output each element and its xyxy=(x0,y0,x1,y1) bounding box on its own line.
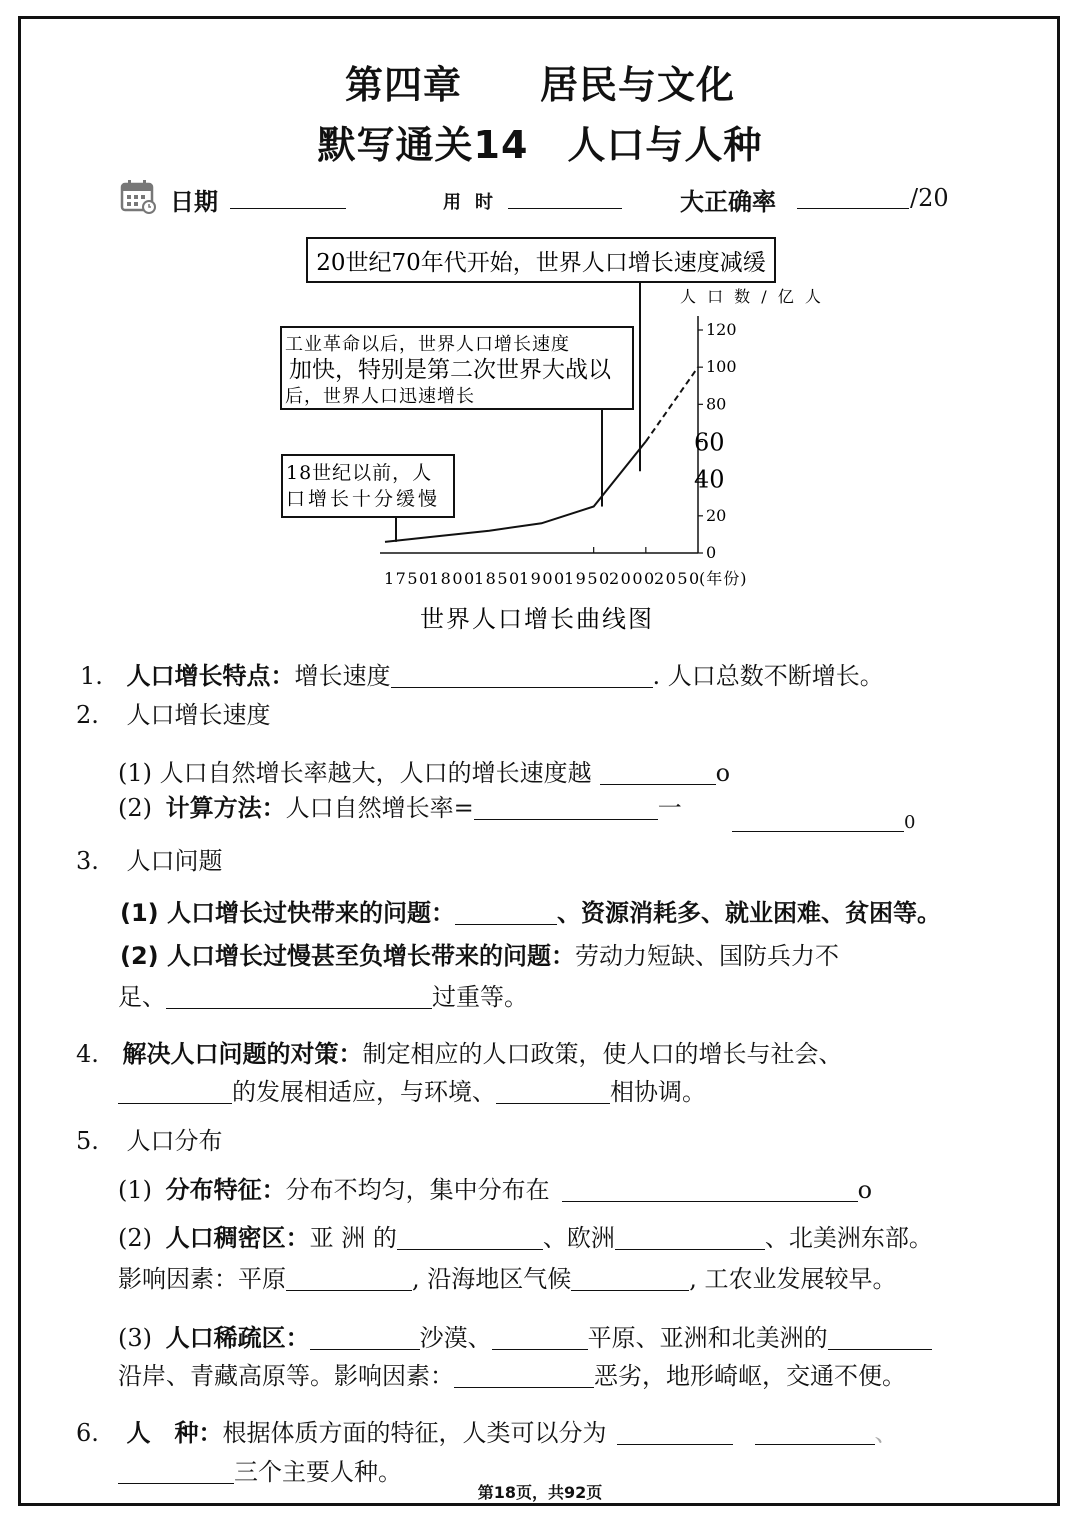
annotation-middle-line3: 后，世界人口迅速增长 xyxy=(285,386,475,407)
question-5 xyxy=(76,1125,223,1157)
q2-2-number: (2) xyxy=(118,794,152,822)
q2-2-end: 0 xyxy=(904,812,916,833)
q5-2-line2 xyxy=(118,1263,897,1295)
q5-2 xyxy=(118,1222,933,1254)
q1-number: 1. xyxy=(80,662,103,690)
question-4 xyxy=(76,1038,843,1070)
q5-3-line2 xyxy=(118,1360,906,1392)
score-total: /20 xyxy=(910,184,949,212)
q5-1-number: (1) xyxy=(118,1176,152,1204)
q5-3-blank-ocean[interactable] xyxy=(828,1325,932,1350)
q3-number: 3. xyxy=(76,847,99,875)
q3-2-text: 劳动力短缺、国防兵力不 xyxy=(575,942,839,970)
q1-blank[interactable] xyxy=(391,663,653,688)
q4-mid: 的发展相适应，与环境、 xyxy=(232,1078,496,1106)
x-tick-label: 1900 xyxy=(519,569,566,588)
q3-2-label: (2) 人口增长过慢甚至负增长带来的问题： xyxy=(120,942,575,970)
page-footer: 第18页，共92页 xyxy=(477,1483,603,1502)
q5-2-line2c: , 工农业发展较早。 xyxy=(689,1265,897,1293)
q1-post: . 人口总数不断增长。 xyxy=(652,662,884,690)
q5-3-text2: 平原、亚洲和北美洲的 xyxy=(587,1324,828,1352)
chart-title: 世界人口增长曲线图 xyxy=(420,605,654,633)
q5-2-text2: 、欧洲 xyxy=(542,1224,615,1252)
y-tick-label: 0 xyxy=(706,543,717,562)
x-tick-label: 1950 xyxy=(564,569,611,588)
q5-3 xyxy=(118,1322,932,1354)
q2-1-text: (1) 人口自然增长率越大，人口的增长速度越 xyxy=(118,759,592,787)
q4-blank-resources[interactable] xyxy=(496,1079,610,1104)
q5-1-end: o xyxy=(857,1176,873,1204)
x-axis-label: (年份) xyxy=(699,569,748,588)
q5-1 xyxy=(118,1174,872,1206)
question-1 xyxy=(80,660,884,692)
q3-2-cont-post: 过重等。 xyxy=(432,983,528,1011)
score-label: 大正确率 xyxy=(680,188,776,216)
q5-3-blank-nature[interactable] xyxy=(454,1363,594,1388)
x-tick-label: 1850 xyxy=(474,569,521,588)
q5-2-blank-europe[interactable] xyxy=(615,1225,765,1250)
q5-3-label: 人口稀疏区： xyxy=(165,1324,310,1352)
q5-title: 人口分布 xyxy=(126,1127,223,1155)
section-title: 默写通关14 人口与人种 xyxy=(317,123,763,167)
q2-1-blank[interactable] xyxy=(600,760,716,785)
q2-title: 人口增长速度 xyxy=(126,701,271,729)
q3-1 xyxy=(120,897,941,929)
question-6 xyxy=(76,1417,899,1449)
annotation-middle-line2: 加快，特别是第二次世界大战以 xyxy=(289,357,611,383)
time-label: 用时 xyxy=(443,192,507,213)
q5-1-text: 分布不均匀，集中分布在 xyxy=(285,1176,550,1204)
q6-blank-2[interactable] xyxy=(755,1420,875,1445)
y-tick-label: 20 xyxy=(706,505,727,525)
y-tick-label: 60 xyxy=(694,428,725,457)
q3-2 xyxy=(120,940,839,972)
q2-2-dash: 一 xyxy=(657,794,682,822)
y-tick-label: 80 xyxy=(706,394,727,414)
q4-blank-economy[interactable] xyxy=(118,1079,232,1104)
q5-2-line2a: 影响因素：平原 xyxy=(118,1265,286,1293)
y-tick-label: 40 xyxy=(694,465,725,494)
q5-3-blank-plain[interactable] xyxy=(492,1325,588,1350)
q4-label: 解决人口问题的对策： xyxy=(122,1040,363,1068)
q5-2-blank-climate[interactable] xyxy=(571,1266,689,1291)
q3-1-blank[interactable] xyxy=(455,900,557,925)
q3-title: 人口问题 xyxy=(126,847,223,875)
q3-2-cont-pre: 足、 xyxy=(118,983,166,1011)
annotation-top: 20世纪70年代开始，世界人口增长速度减缓 xyxy=(316,250,766,276)
q5-2-blank-plain[interactable] xyxy=(286,1266,412,1291)
q5-2-label: 人口稠密区： xyxy=(165,1224,310,1252)
q1-label: 人口增长特点： xyxy=(126,662,295,690)
q5-3-blank-desert[interactable] xyxy=(310,1325,420,1350)
question-3 xyxy=(76,845,223,877)
q6-label: 人 种： xyxy=(126,1419,223,1447)
q3-2-cont xyxy=(118,981,528,1013)
q6-blank-1[interactable] xyxy=(617,1420,733,1445)
q2-1-end: o xyxy=(715,759,731,787)
q5-3-line2a: 沿岸、青藏高原等。影响因素： xyxy=(118,1362,454,1390)
q5-3-text1: 沙漠、 xyxy=(419,1324,492,1352)
y-tick-label: 100 xyxy=(706,357,737,377)
projection-line xyxy=(646,367,698,441)
q1-pre: 增长速度 xyxy=(294,662,391,690)
q5-2-blank-asia[interactable] xyxy=(397,1225,543,1250)
population-chart xyxy=(0,0,1080,650)
q2-1 xyxy=(118,757,730,789)
q4-end: 相协调。 xyxy=(610,1078,706,1106)
y-axis-label: 人 口 数 / 亿 人 xyxy=(680,287,824,306)
q2-2-label: 计算方法： xyxy=(165,794,286,822)
q4-number: 4. xyxy=(76,1040,99,1068)
q3-1-text: 、资源消耗多、就业困难、贫困等。 xyxy=(557,899,941,927)
q5-1-label: 分布特征： xyxy=(165,1176,286,1204)
q5-1-blank[interactable] xyxy=(562,1177,858,1202)
q4-line2 xyxy=(118,1076,706,1108)
q5-2-number: (2) xyxy=(118,1224,152,1252)
q2-2-text: 人口自然增长率= xyxy=(285,794,474,822)
q5-number: 5. xyxy=(76,1127,99,1155)
annotation-bottom-line1: 18世纪以前，人 xyxy=(286,462,433,484)
q4-text: 制定相应的人口政策，使人口的增长与社会、 xyxy=(362,1040,843,1068)
x-tick-label: 2050 xyxy=(654,569,701,588)
q6-end: 三个主要人种。 xyxy=(234,1458,402,1486)
y-tick-label: 120 xyxy=(706,320,737,339)
question-2 xyxy=(76,699,271,731)
x-tick-label: 1750 xyxy=(384,569,431,588)
q3-2-blank[interactable] xyxy=(166,984,432,1009)
annotation-middle-line1: 工业革命以后，世界人口增长速度 xyxy=(285,334,570,355)
q2-2-blank-births[interactable] xyxy=(474,795,658,820)
q5-2-text3: 、北美洲东部。 xyxy=(764,1224,933,1252)
annotation-bottom-line2: 口增长十分缓慢 xyxy=(286,488,441,510)
q2-2-blank-deaths[interactable] xyxy=(732,813,904,832)
q5-2-text1: 亚 洲 的 xyxy=(309,1224,397,1252)
x-tick-label: 1800 xyxy=(429,569,476,588)
q6-text: 根据体质方面的特征，人类可以分为 xyxy=(222,1419,607,1447)
q2-number: 2. xyxy=(76,701,99,729)
x-tick-label: 2000 xyxy=(609,569,656,588)
q5-2-line2b: , 沿海地区气候 xyxy=(412,1265,572,1293)
q6-number: 6. xyxy=(76,1419,99,1447)
q5-3-number: (3) xyxy=(118,1324,152,1352)
q3-1-label: (1) 人口增长过快带来的问题： xyxy=(120,899,455,927)
date-label: 日期 xyxy=(170,188,218,216)
q2-2 xyxy=(118,792,682,824)
q2-2-line2 xyxy=(732,812,915,833)
q6-comma: 、 xyxy=(874,1419,899,1447)
q5-3-line2b: 恶劣，地形崎岖，交通不便。 xyxy=(594,1362,906,1390)
chapter-title: 第四章 居民与文化 xyxy=(344,63,735,107)
